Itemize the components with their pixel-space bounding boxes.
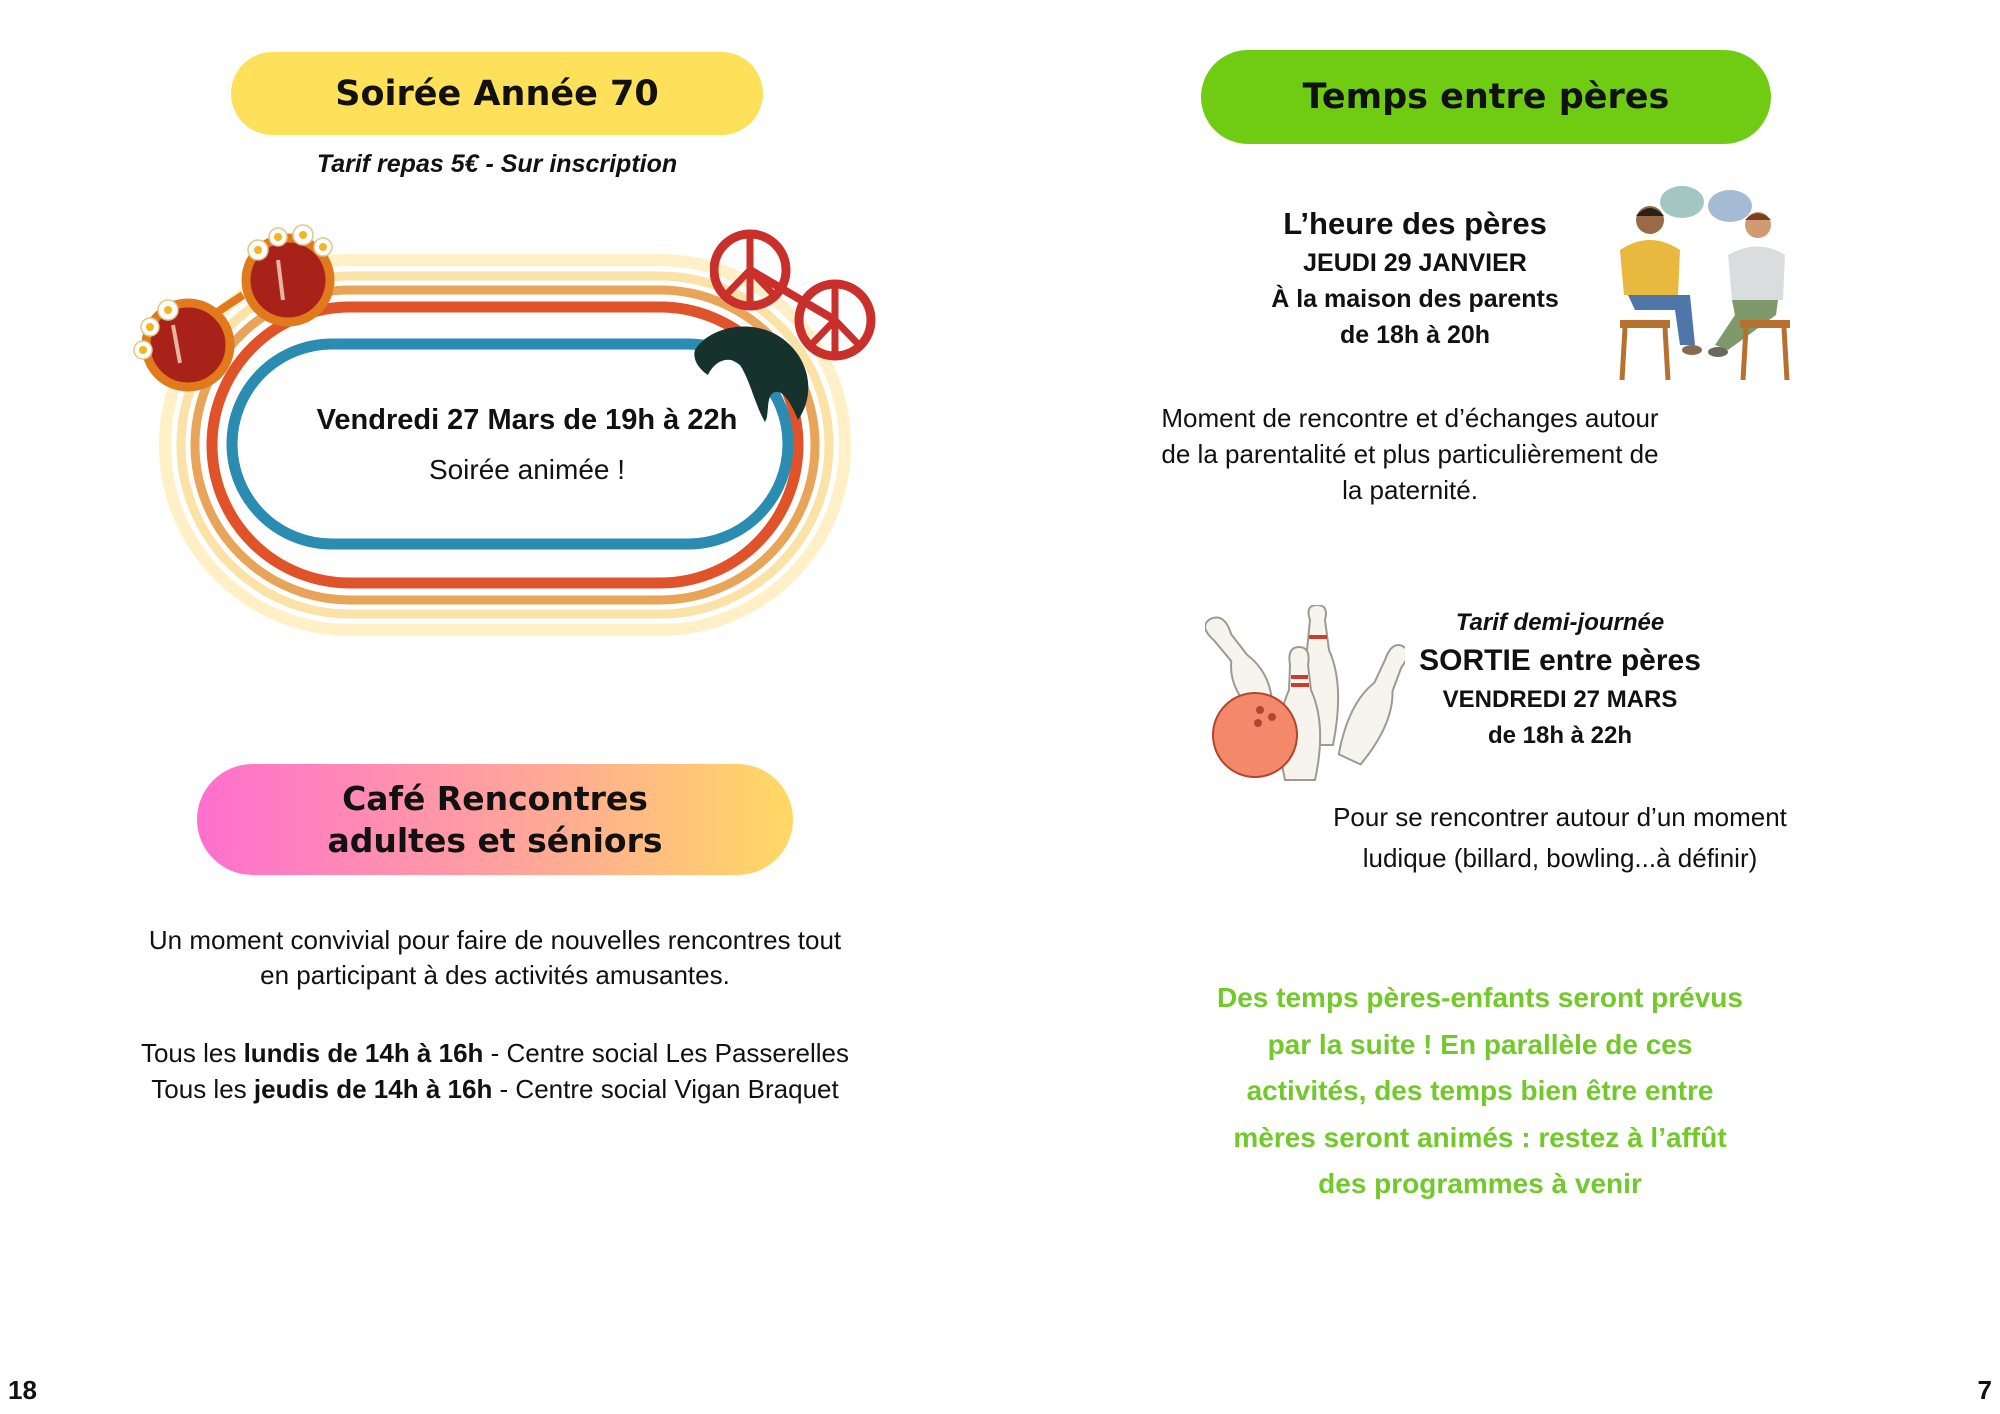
page-number-right: 7: [1977, 1375, 1992, 1405]
heure-desc-line1: Moment de rencontre et d’échanges autour: [1161, 403, 1659, 433]
sortie-desc-line2: ludique (billard, bowling...à définir): [1362, 843, 1758, 873]
cafe-title-line1: Café Rencontres: [342, 778, 648, 818]
soiree-date: Vendredi 27 Mars de 19h à 22h: [316, 404, 738, 436]
soiree-title-pill: [231, 52, 763, 135]
note-line: des programmes à venir: [1318, 1168, 1642, 1199]
page-number-left: 18: [8, 1375, 37, 1405]
schedule-line: [100, 1035, 890, 1071]
heure-description: [1120, 400, 1700, 508]
heure-place: À la maison des parents: [1271, 285, 1559, 313]
note-line: Des temps pères-enfants seront prévus: [1217, 982, 1743, 1013]
heure-date: JEUDI 29 JANVIER: [1303, 249, 1527, 277]
heure-time: de 18h à 20h: [1339, 321, 1491, 349]
schedule-time: lundis de 14h à 16h: [243, 1038, 484, 1068]
peres-enfants-note: [1180, 975, 1780, 1208]
schedule-prefix: Tous les: [140, 1038, 244, 1068]
two-fathers-talking-icon: [1600, 180, 1810, 395]
sortie-date: VENDREDI 27 MARS: [1442, 686, 1678, 713]
bowling-pins-icon: [1205, 605, 1405, 785]
schedule-place: - Centre social Les Passerelles: [483, 1038, 850, 1068]
sortie-desc-line1: Pour se rencontrer autour d’un moment: [1333, 802, 1787, 832]
cafe-schedule: [100, 1035, 890, 1107]
sortie-description: [1280, 797, 1840, 879]
note-line: activités, des temps bien être entre: [1246, 1075, 1714, 1106]
note-line: mères seront animés : restez à l’affût: [1233, 1121, 1727, 1153]
cafe-desc-line2: en participant à des activités amusantes.: [260, 960, 730, 990]
schedule-place: - Centre social Vigan Braquet: [492, 1074, 839, 1104]
cafe-desc-line1: Un moment convivial pour faire de nouvelles rencontres tout: [148, 925, 842, 955]
sortie-block: [1390, 606, 1730, 754]
schedule-time: jeudis de 14h à 16h: [253, 1074, 493, 1104]
heure-block: [1230, 203, 1600, 353]
cafe-title-pill: [197, 764, 793, 875]
heure-desc-line3: la paternité.: [1342, 475, 1478, 505]
peres-title: Temps entre pères: [1302, 77, 1670, 117]
sortie-title: SORTIE entre pères: [1419, 644, 1701, 677]
peres-title-pill: [1201, 50, 1771, 144]
heure-desc-line2: de la parentalité et plus particulièrement de: [1161, 439, 1659, 469]
sortie-tarif: Tarif demi-journée: [1455, 609, 1665, 636]
schedule-prefix: Tous les: [151, 1074, 254, 1104]
cafe-description: [100, 923, 890, 993]
schedule-line: [100, 1071, 890, 1107]
soiree-title: Soirée Année 70: [335, 73, 659, 114]
sortie-time: de 18h à 22h: [1487, 722, 1633, 749]
daisy-sunglasses-icon: [128, 215, 348, 400]
note-line: par la suite ! En parallèle de ces: [1267, 1028, 1693, 1060]
soiree-tarif: Tarif repas 5€ - Sur inscription: [316, 150, 678, 178]
heure-title: L’heure des pères: [1283, 206, 1547, 241]
cafe-title-line2: adultes et séniors: [327, 820, 663, 860]
soiree-subtitle: Soirée animée !: [428, 454, 626, 485]
